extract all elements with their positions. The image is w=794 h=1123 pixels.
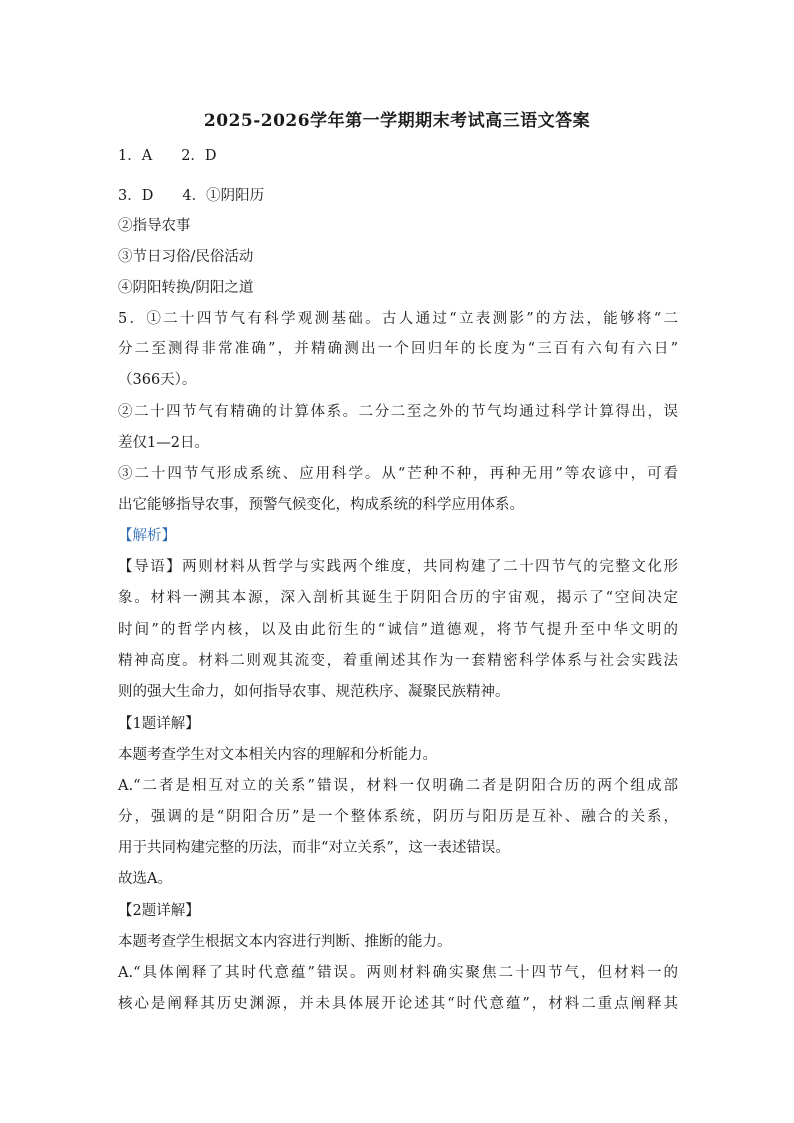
answer-5-line-3: （366天）。 [118,372,197,388]
q1-line-3: 分，强调的是“阴阳合历”是一个整体系统，阴历与阳历是互补、融合的关系， [118,809,678,825]
answer-5-line-4: ②二十四节气有精确的计算体系。二分二至之外的节气均通过科学计算得出，误 [118,404,678,420]
answer-5-line-5: 差仅1—2日。 [118,435,209,451]
intro-line-3: 时间”的哲学内核，以及由此衍生的“诚信”道德观，将节气提升至中华文明的 [118,622,678,638]
q1-line-1: 本题考查学生对文本相关内容的理解和分析能力。 [118,747,437,763]
q2-line-3: 核心是阐释其历史渊源，并未具体展开论述其“时代意蕴”，材料二重点阐释其 [118,996,678,1012]
analysis-heading: 【解析】 [118,528,176,544]
page-title: 2025-2026学年第一学期期末考试高三语文答案 [203,111,591,131]
answer-5-line-6: ③二十四节气形成系统、应用科学。从“芒种不种，再种无用”等农谚中，可看 [118,466,678,482]
answer-4-item-3: ③节日习俗/民俗活动 [118,249,254,265]
q2-heading: 【2题详解】 [118,903,200,919]
intro-line-5: 则的强大生命力，如何指导农事、规范秩序、凝聚民族精神。 [118,684,510,700]
answer-3-4: 3．D 4．①阴阳历 [118,188,265,204]
answer-1-2: 1．A 2．D [118,148,217,164]
answer-5-line-2: 分二至测得非常准确”，并精确测出一个回归年的长度为“三百有六旬有六日” [118,341,678,357]
q2-line-1: 本题考查学生根据文本内容进行判断、推断的能力。 [118,934,452,950]
intro-line-4: 精神高度。材料二则观其流变，着重阐述其作为一套精密科学体系与社会实践法 [118,653,678,669]
answer-4-item-2: ②指导农事 [118,218,191,234]
q2-line-2: A.“具体阐释了其时代意蕴”错误。两则材料确实聚焦二十四节气，但材料一的 [118,965,678,981]
answer-5-line-1: 5．①二十四节气有科学观测基础。古人通过“立表测影”的方法，能够将“二 [118,311,678,327]
q1-line-2: A.“二者是相互对立的关系”错误，材料一仅明确二者是阴阳合历的两个组成部 [118,778,678,794]
intro-line-2: 象。材料一溯其本源，深入剖析其诞生于阴阳合历的宇宙观，揭示了“空间决定 [118,590,678,606]
q1-line-5: 故选A。 [118,871,172,887]
answer-5-line-7: 出它能够指导农事，预警气候变化，构成系统的科学应用体系。 [118,497,524,513]
intro-line-1: 【导语】两则材料从哲学与实践两个维度，共同构建了二十四节气的完整文化形 [118,559,678,575]
q1-line-4: 用于共同构建完整的历法，而非“对立关系”，这一表述错误。 [118,840,510,856]
answer-4-item-4: ④阴阳转换/阴阳之道 [118,280,254,296]
q1-heading: 【1题详解】 [118,716,200,732]
